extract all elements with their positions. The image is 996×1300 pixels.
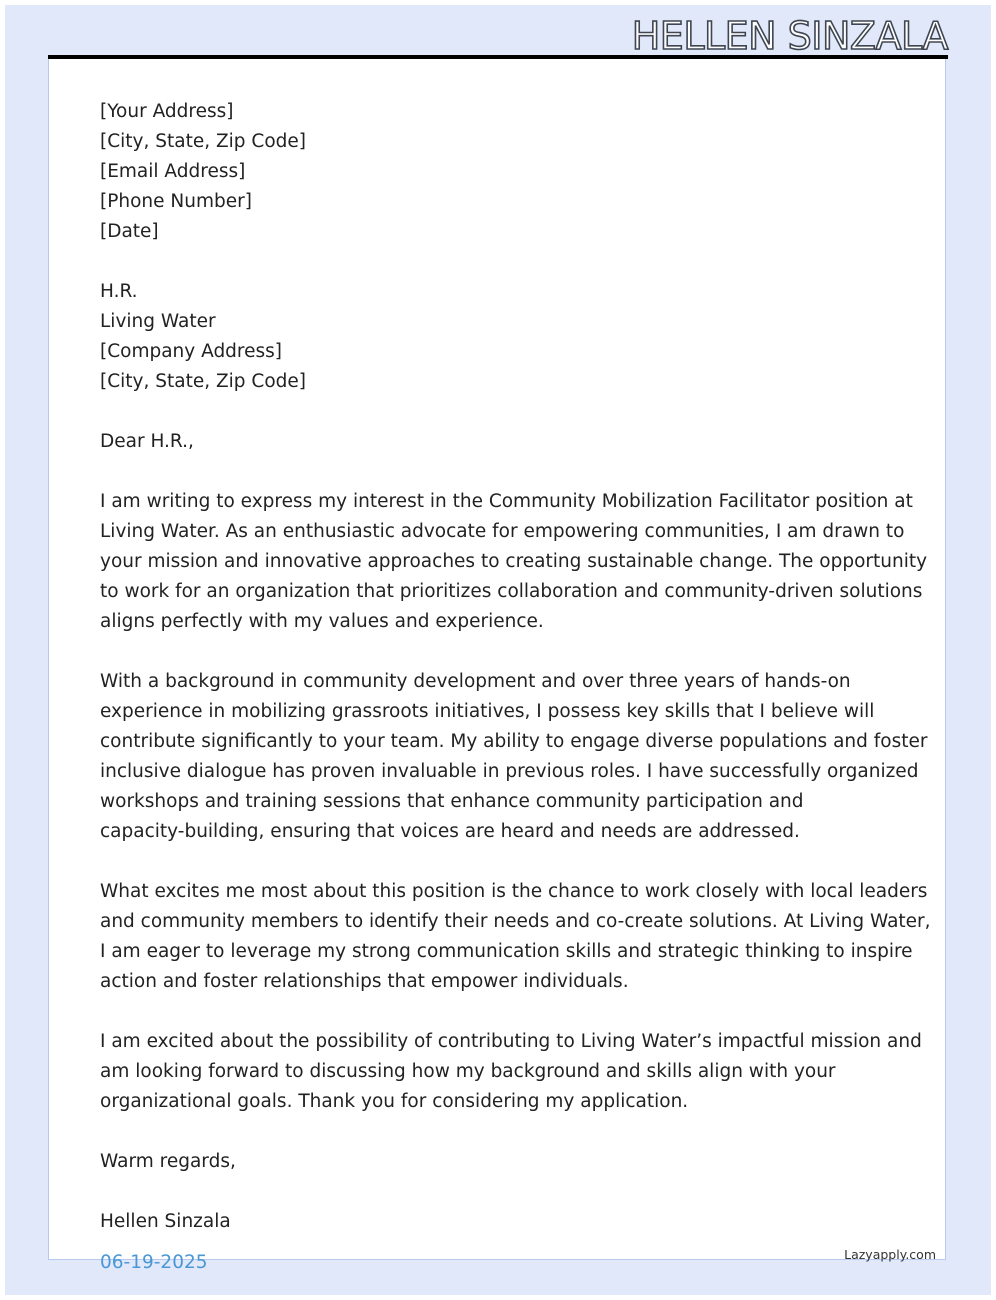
paragraph-line: am looking forward to discussing how my background and skills align with your — [100, 1061, 836, 1082]
paragraph-line: capacity-building, ensuring that voices are heard and needs are addressed. — [100, 821, 800, 842]
sender-email: [Email Address] — [100, 161, 246, 182]
paragraph-line: Living Water. As an enthusiastic advocate for empowering communities, I am drawn to — [100, 521, 905, 542]
paragraph-line: workshops and training sessions that enhance community participation and — [100, 791, 804, 812]
paragraph-line: With a background in community development and over three years of hands-on — [100, 671, 851, 692]
footer-date: 06-19-2025 — [100, 1252, 208, 1273]
closing-block — [100, 1147, 900, 1177]
paragraph-line: contribute significantly to your team. My ability to engage diverse populations and foster — [100, 731, 928, 752]
recipient-address: [Company Address] — [100, 341, 283, 362]
paragraph-line: I am eager to leverage my strong communication skills and strategic thinking to inspire — [100, 941, 913, 962]
signature-block — [100, 1207, 900, 1237]
salutation-block — [100, 427, 900, 457]
letter-body — [100, 97, 931, 1267]
paragraph-3 — [100, 877, 931, 997]
recipient-city: [City, State, Zip Code] — [100, 371, 306, 392]
paragraph-line: I am writing to express my interest in the Community Mobilization Facilitator position at — [100, 491, 913, 512]
sender-block — [100, 97, 900, 247]
paragraph-line: organizational goals. Thank you for considering my application. — [100, 1091, 689, 1112]
paragraph-line: What excites me most about this position is the chance to work closely with local leaders — [100, 881, 928, 902]
paragraph-2 — [100, 667, 928, 847]
paragraph-line: experience in mobilizing grassroots initiatives, I possess key skills that I believe will — [100, 701, 875, 722]
paragraph-line: inclusive dialogue has proven invaluable in previous roles. I have successfully organized — [100, 761, 919, 782]
recipient-name: H.R. — [100, 281, 138, 302]
watermark: Lazyapply.com — [844, 1247, 936, 1262]
recipient-block — [100, 277, 900, 397]
paragraph-line: I am excited about the possibility of contributing to Living Water’s impactful mission and — [100, 1031, 922, 1052]
salutation: Dear H.R., — [100, 431, 194, 452]
sender-city: [City, State, Zip Code] — [100, 131, 306, 152]
paragraph-4 — [100, 1027, 922, 1117]
sender-date: [Date] — [100, 221, 159, 242]
sender-address: [Your Address] — [100, 101, 234, 122]
paragraph-line: to work for an organization that prioritizes collaboration and community-driven solutions — [100, 581, 923, 602]
paragraph-line: action and foster relationships that empower individuals. — [100, 971, 629, 992]
paragraph-1 — [100, 487, 928, 637]
paragraph-line: aligns perfectly with my values and experience. — [100, 611, 544, 632]
signature: Hellen Sinzala — [100, 1211, 231, 1232]
paragraph-line: and community members to identify their needs and co-create solutions. At Living Water, — [100, 911, 931, 932]
closing: Warm regards, — [100, 1151, 236, 1172]
recipient-company: Living Water — [100, 311, 216, 332]
sender-phone: [Phone Number] — [100, 191, 252, 212]
paragraph-line: your mission and innovative approaches to creating sustainable change. The opportunity — [100, 551, 928, 572]
header-name: HELLEN SINZALA — [631, 14, 948, 58]
